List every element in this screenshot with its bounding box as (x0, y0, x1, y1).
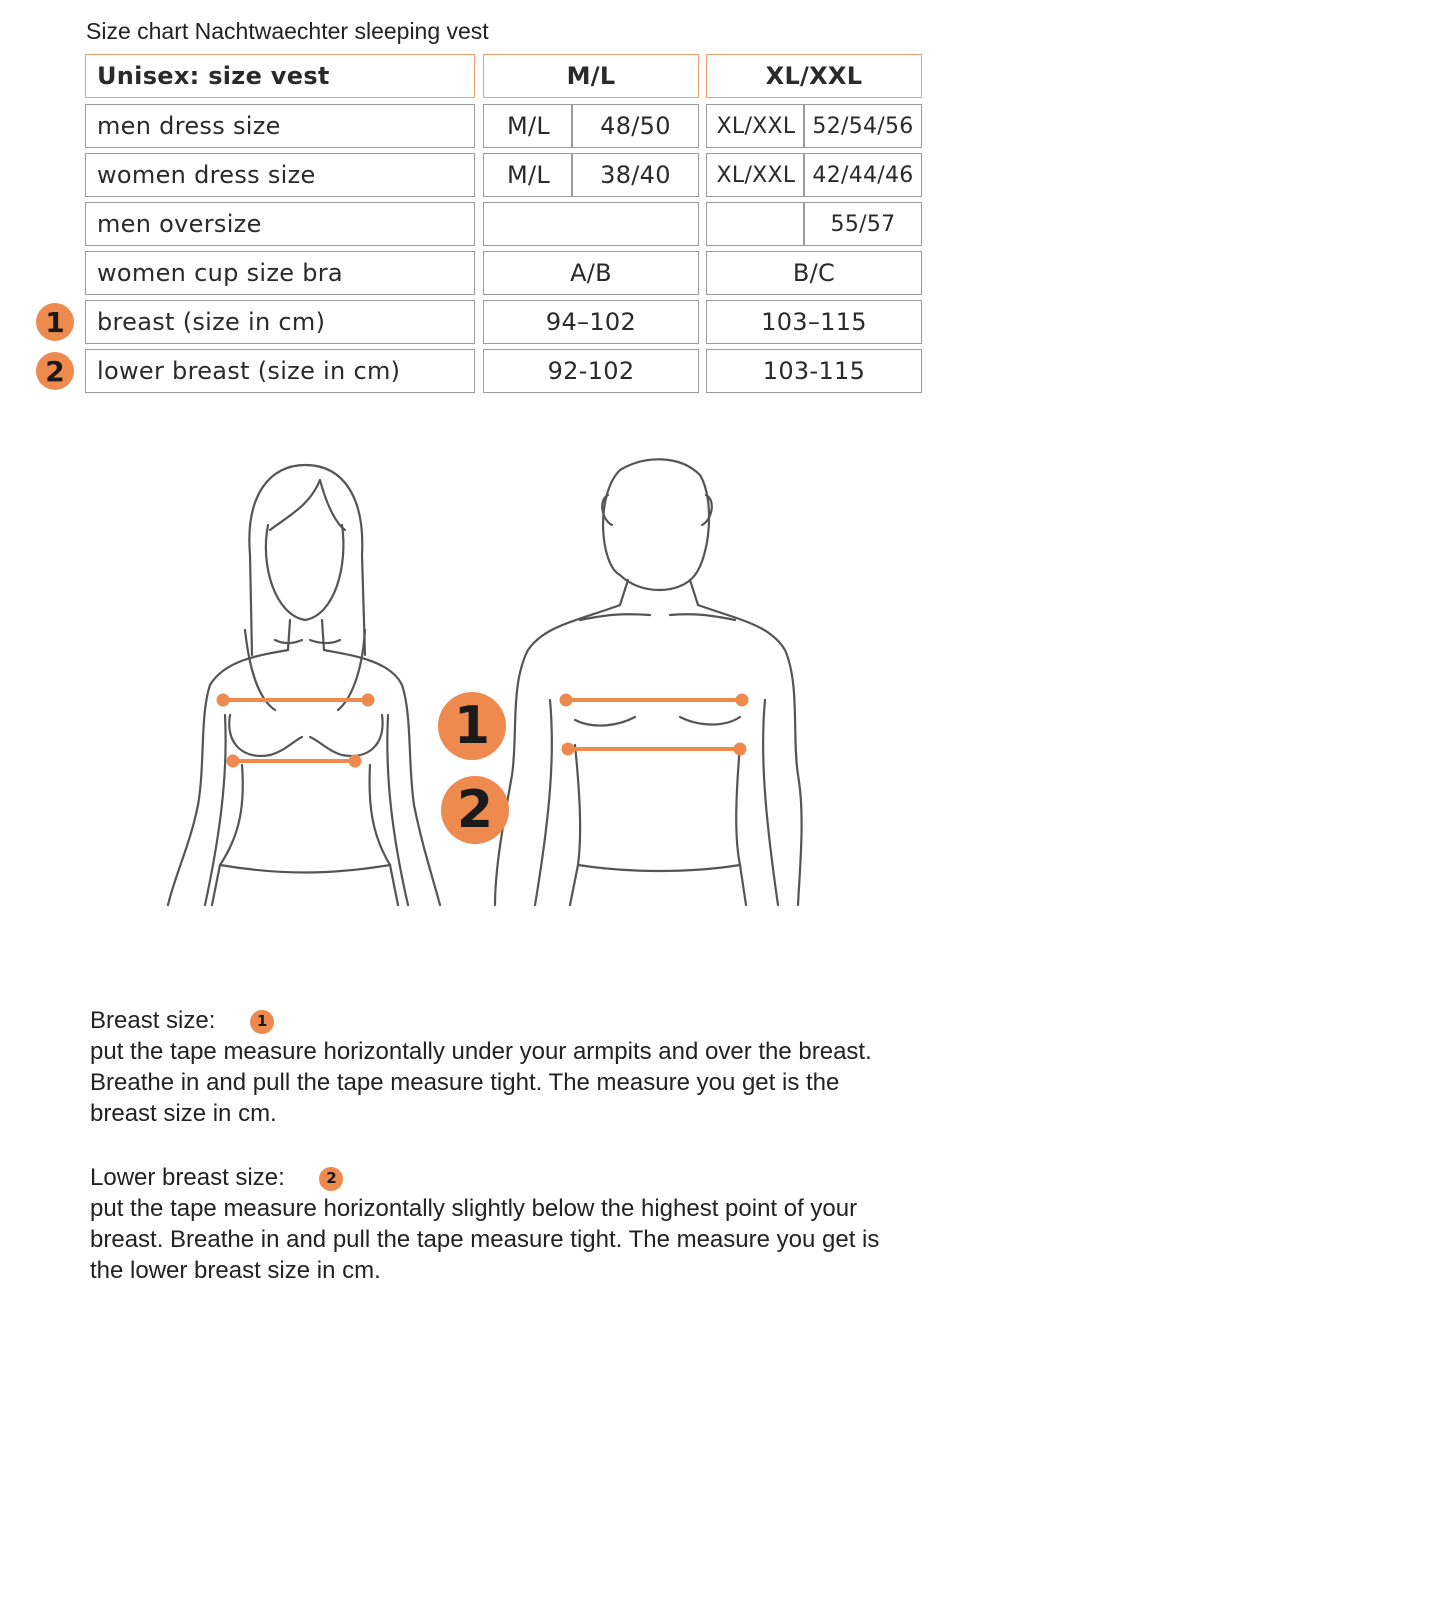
breast-size-instructions (90, 1005, 890, 1129)
cell-value: 55/57 (830, 211, 896, 237)
header-col-xl (706, 54, 922, 98)
lower-breast-size-badge: 2 (319, 1167, 343, 1191)
cell-value: A/B (570, 259, 612, 287)
cell-cup-size-xl (706, 251, 922, 295)
cell-lower-breast-xl (706, 349, 922, 393)
cell-value: 52/54/56 (812, 113, 914, 139)
header-col-xl-label: XL/XXL (765, 62, 863, 90)
row-label-text: women dress size (97, 161, 316, 189)
cell-divider (571, 104, 573, 148)
cell-breast-ml (483, 300, 699, 344)
cell-divider (803, 202, 805, 246)
breast-size-heading: Breast size: (90, 1007, 216, 1034)
row-label-men-oversize (85, 202, 475, 246)
figure-badge-1: 1 (438, 692, 506, 760)
cell-value: XL/XXL (716, 162, 796, 188)
cell-cup-size-ml (483, 251, 699, 295)
cell-lower-breast-ml (483, 349, 699, 393)
header-label-cell (85, 54, 475, 98)
row-label-text: breast (size in cm) (97, 308, 326, 336)
cell-women-dress-xl (706, 153, 922, 197)
cell-breast-xl (706, 300, 922, 344)
lower-breast-size-instructions (90, 1162, 890, 1286)
cell-value: B/C (792, 259, 836, 287)
cell-value: 103-115 (762, 357, 866, 385)
lower-breast-size-heading: Lower breast size: (90, 1164, 285, 1191)
page-title: Size chart Nachtwaechter sleeping vest (86, 18, 489, 44)
cell-value: M/L (506, 161, 551, 189)
row-badge-1: 1 (36, 303, 74, 341)
cell-men-oversize-xl (706, 202, 922, 246)
row-label-text: men oversize (97, 210, 262, 238)
row-label-text: women cup size bra (97, 259, 343, 287)
measurement-illustration (150, 455, 850, 955)
cell-value: 38/40 (600, 161, 671, 189)
row-label-breast (85, 300, 475, 344)
row-label-women-dress (85, 153, 475, 197)
cell-divider (571, 153, 573, 197)
header-label: Unisex: size vest (97, 62, 330, 90)
row-badge-2: 2 (36, 352, 74, 390)
cell-value: 94–102 (545, 308, 637, 336)
cell-men-dress-ml (483, 104, 699, 148)
breast-size-badge: 1 (250, 1010, 274, 1034)
cell-value: 92-102 (547, 357, 635, 385)
cell-men-dress-xl (706, 104, 922, 148)
cell-value: 103–115 (761, 308, 867, 336)
figure-badge-2: 2 (441, 776, 509, 844)
breast-size-body: put the tape measure horizontally under your armpits and over the breast. Breathe in and pull the tape measure tight. The measure you get is the breast size in cm. (90, 1038, 872, 1127)
cell-men-oversize-ml (483, 202, 699, 246)
header-col-ml-label: M/L (566, 62, 616, 90)
header-col-ml (483, 54, 699, 98)
row-label-text: lower breast (size in cm) (97, 357, 401, 385)
row-label-men-dress (85, 104, 475, 148)
lower-breast-size-heading-line (90, 1162, 890, 1193)
row-label-lower-breast (85, 349, 475, 393)
lower-breast-size-body: put the tape measure horizontally slightly below the highest point of your breast. Breathe in and pull the tape measure tight. The measure you get is the lower breast size in cm. (90, 1195, 880, 1284)
cell-value: 48/50 (600, 112, 671, 140)
row-label-cup-size (85, 251, 475, 295)
cell-value: 42/44/46 (812, 162, 914, 188)
row-label-text: men dress size (97, 112, 281, 140)
breast-size-heading-line (90, 1005, 890, 1036)
cell-value: M/L (506, 112, 551, 140)
man-figure-icon (495, 459, 802, 905)
cell-value: XL/XXL (716, 113, 796, 139)
woman-figure-icon (168, 465, 440, 905)
cell-women-dress-ml (483, 153, 699, 197)
cell-divider (803, 104, 805, 148)
cell-divider (803, 153, 805, 197)
